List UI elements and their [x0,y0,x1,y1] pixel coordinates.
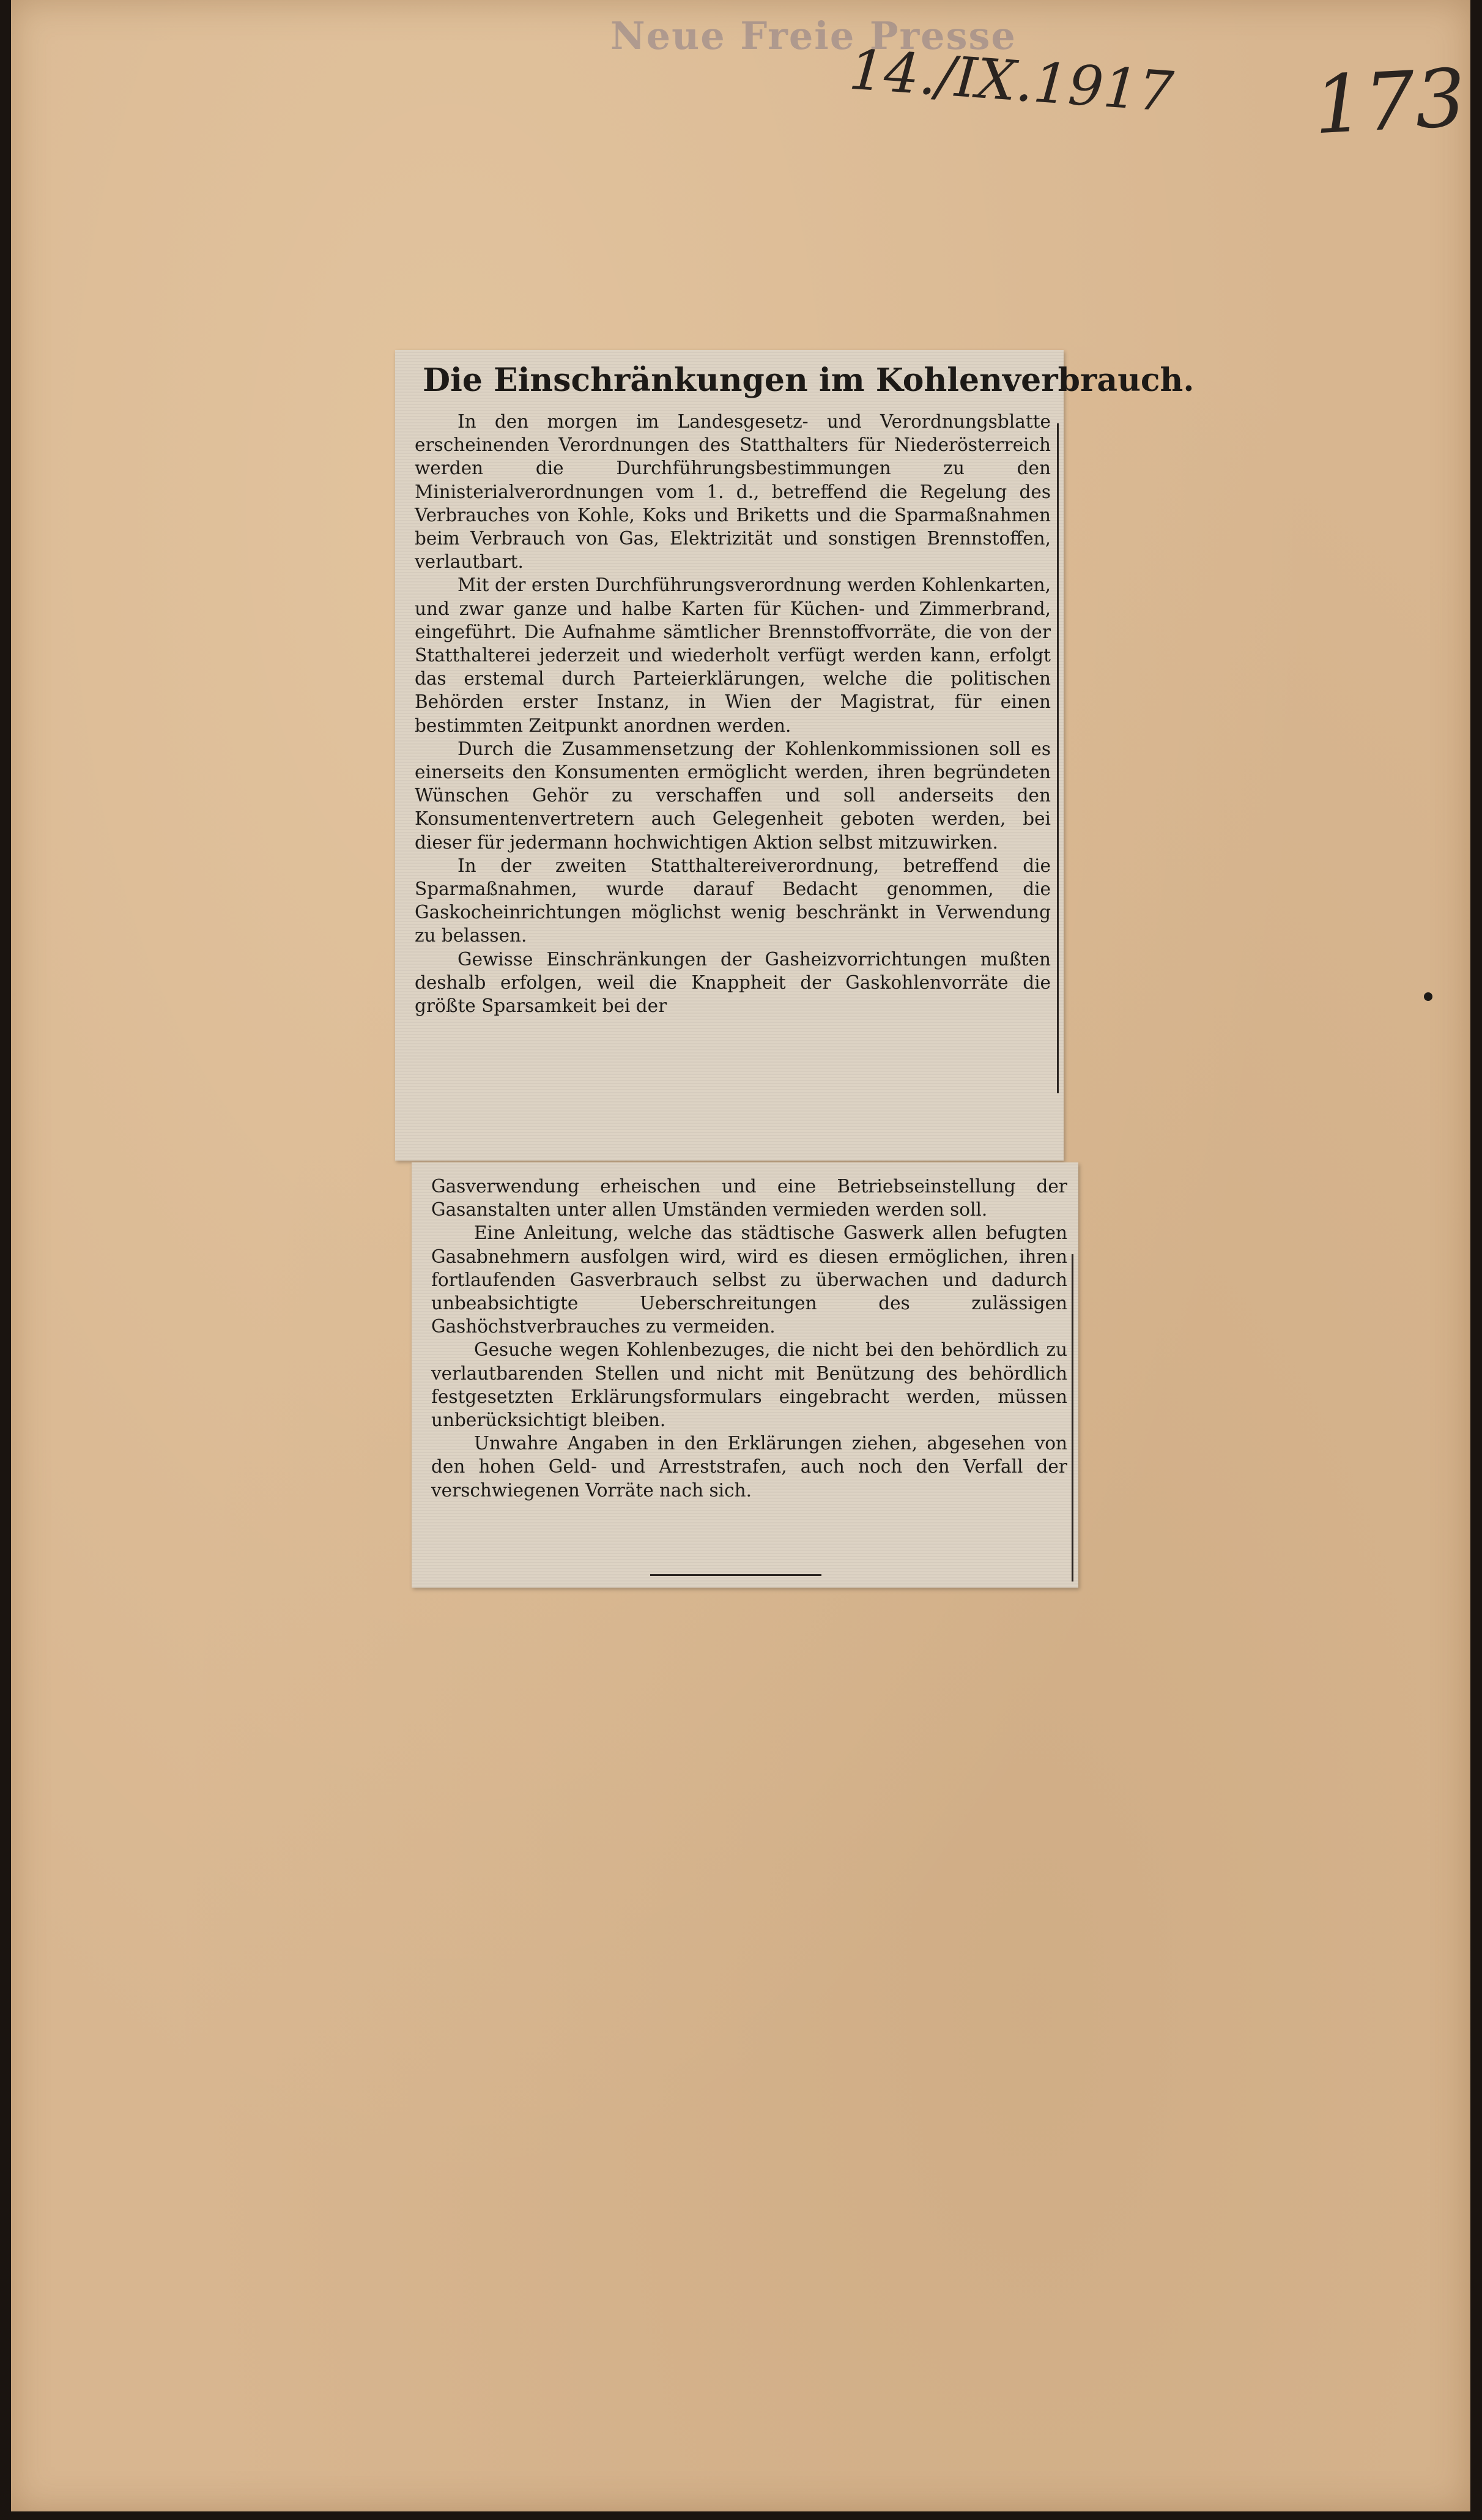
article-paragraph: Unwahre Angaben in den Erklärungen ziehen, abgesehen von den hohen Geld- und Arreststrafen, auch noch den Verfall der verschwiegenen Vorräte nach sich. [431,1433,1067,1501]
article-end-rule [650,1574,821,1576]
article-body-part-2 [431,1175,1067,1502]
handwritten-date: 14./IX.1917 [847,37,1176,125]
article-paragraph: Eine Anleitung, welche das städtische Gaswerk allen befugten Gasabnehmern ausfolgen wird, wird es diesen ermöglichen, ihren fortlaufenden Gasverbrauch selbst zu überwachen und dadurch unbeabsichtigte Ueberschreitungen des zulässigen Gashöchstverbrauches zu vermeiden. [431,1222,1067,1337]
article-paragraph: In den morgen im Landesgesetz- und Verordnungsblatte erscheinenden Verordnungen des Statthalters für Niederösterreich werden die Durchführungsbestimmungen zu den Ministerialverordnungen vom 1. d., betreffend die Regelung des Verbrauches von Kohle, Koks und Briketts und die Sparmaßnahmen beim Verbrauch von Gas, Elektrizität und sonstigen Brennstoffen, verlautbart. [415,411,1051,573]
article-body-part-1 [415,410,1051,1017]
article-paragraph: Gasverwendung erheischen und eine Betriebseinstellung der Gasanstalten unter allen Umständen vermieden werden soll. [431,1176,1067,1221]
newspaper-stamp: Neue Freie Presse [610,13,1017,58]
column-rule [1072,1254,1073,1582]
article-paragraph: Mit der ersten Durchführungsverordnung werden Kohlenkarten, und zwar ganze und halbe Karten für Küchen- und Zimmerbrand, eingeführt. Die Aufnahme sämtlicher Brennstoffvorräte, die von der Statthalterei jederzeit und wiederholt verfügt werden kann, erfolgt das erstemal durch Parteierklärungen, welche die politischen Behörden erster Instanz, in Wien der Magistrat, für einen bestimmten Zeitpunkt anordnen werden. [415,574,1051,736]
article-paragraph: Gesuche wegen Kohlenbezuges, die nicht bei den behördlich zu verlautbarenden Stellen und nicht mit Benützung des behördlich festgesetzten Erklärungsformulars eingebracht werden, müssen unberücksichtigt bleiben. [431,1339,1067,1431]
article-clipping-part-2 [412,1162,1078,1588]
article-clipping-part-1 [395,350,1195,1161]
handwritten-page-number: 173 [1311,51,1468,152]
ink-spot [1424,992,1432,1001]
archive-sheet [11,0,1470,2511]
article-paragraph: Durch die Zusammensetzung der Kohlenkommissionen soll es einerseits den Konsumenten ermöglicht werden, ihren begründeten Wünschen Gehör zu verschaffen und soll anderseits den Konsumentenvertretern auch Gelegenheit geboten werden, bei dieser für jedermann hochwichtigen Aktion selbst mitzuwirken. [415,738,1051,853]
article-paragraph: In der zweiten Statthaltereiverordnung, betreffend die Sparmaßnahmen, wurde darauf Bedacht genommen, die Gaskocheinrichtungen möglichst wenig beschränkt in Verwendung zu belassen. [415,855,1051,946]
article-headline: Die Einschränkungen im Kohlenverbrauch. [423,362,1195,399]
column-rule [1057,423,1059,1093]
article-paragraph: Gewisse Einschränkungen der Gasheizvorrichtungen mußten deshalb erfolgen, weil die Knappheit der Gaskohlenvorräte die größte Sparsamkeit bei der [415,948,1051,1017]
